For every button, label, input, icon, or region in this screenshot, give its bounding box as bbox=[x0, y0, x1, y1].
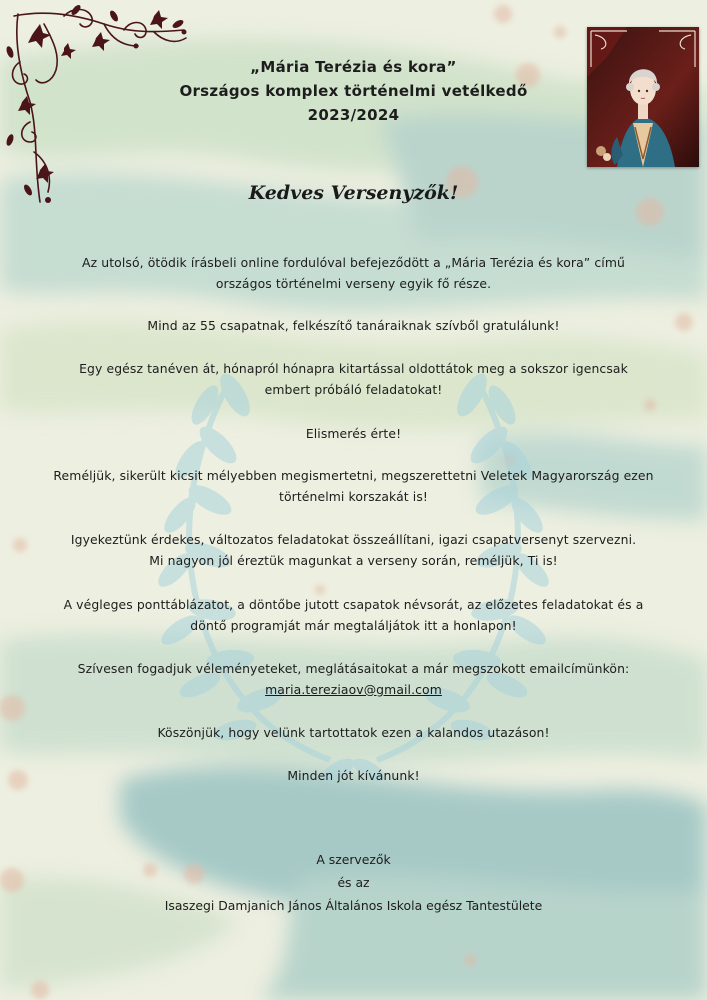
paragraph-line: Szívesen fogadjuk véleményeteket, meglátásaitokat a már megszokott emailcímünkön: bbox=[77, 661, 630, 676]
signature-line3: Isaszegi Damjanich János Általános Iskola egész Tantestülete bbox=[164, 898, 543, 913]
paragraph-line: Minden jót kívánunk! bbox=[287, 768, 420, 783]
paragraph-line: Igyekeztünk érdekes, változatos feladatokat összeállítani, igazi csapatversenyt szervezni. bbox=[70, 532, 637, 547]
paragraph-9 bbox=[14, 722, 693, 743]
paragraph-line: Mind az 55 csapatnak, felkészítő tanáraiknak szívből gratulálunk! bbox=[147, 318, 560, 333]
paragraph-4 bbox=[14, 423, 693, 444]
paragraph-3 bbox=[14, 358, 693, 400]
paragraph-line: embert próbáló feladatokat! bbox=[264, 382, 443, 397]
paragraph-8 bbox=[14, 658, 693, 700]
title-line2: Országos komplex történelmi vetélkedő bbox=[179, 82, 528, 100]
signature-line2: és az bbox=[337, 875, 370, 890]
paragraph-10 bbox=[14, 765, 693, 786]
header bbox=[100, 55, 607, 127]
paragraph-line: Köszönjük, hogy velünk tartottatok ezen a kalandos utazáson! bbox=[157, 725, 550, 740]
paragraph-line: Mi nagyon jól éreztük magunkat a verseny során, reméljük, Ti is! bbox=[149, 553, 558, 568]
paragraph-line: döntő programját már megtaláljátok itt a honlapon! bbox=[190, 618, 517, 633]
signature bbox=[60, 848, 647, 917]
paragraph-line: Az utolsó, ötödik írásbeli online fordulóval befejeződött a „Mária Terézia és kora” című bbox=[82, 255, 625, 270]
paragraph-line: országos történelmi verseny egyik fő része. bbox=[215, 276, 492, 291]
paragraph-7 bbox=[14, 594, 693, 636]
greeting: Kedves Versenyzők! bbox=[248, 182, 459, 204]
paragraph-6 bbox=[14, 529, 693, 571]
school-year: 2023/2024 bbox=[307, 106, 400, 124]
paragraph-line: Elismerés érte! bbox=[305, 426, 402, 441]
paragraph-5 bbox=[14, 465, 693, 507]
signature-line1: A szervezők bbox=[316, 852, 391, 867]
paragraph-line: történelmi korszakát is! bbox=[279, 489, 428, 504]
paragraph-line: Reméljük, sikerült kicsit mélyebben megismertetni, megszerettetni Veletek Magyarország ezen bbox=[53, 468, 654, 483]
title-line1: „Mária Terézia és kora” bbox=[250, 58, 457, 76]
paragraph-2 bbox=[14, 315, 693, 336]
email-link[interactable]: maria.tereziaov@gmail.com bbox=[265, 682, 442, 697]
paragraph-1 bbox=[14, 252, 693, 294]
paragraph-line: A végleges ponttáblázatot, a döntőbe jutott csapatok névsorát, az előzetes feladatokat és a bbox=[63, 597, 644, 612]
paragraph-line: Egy egész tanéven át, hónapról hónapra kitartással oldottátok meg a sokszor igencsak bbox=[79, 361, 628, 376]
